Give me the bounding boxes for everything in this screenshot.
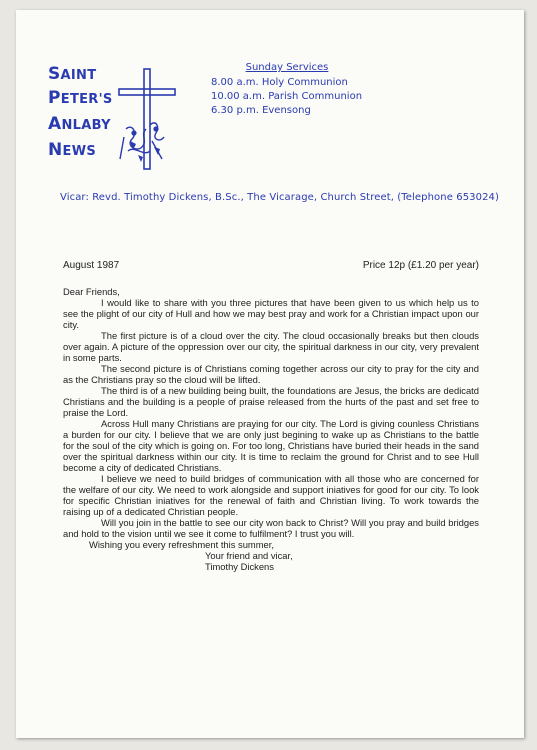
service-item: 8.00 a.m. Holy Communion [211,77,348,88]
service-item: 6.30 p.m. Evensong [211,105,311,116]
letter-greeting: Dear Friends, [63,286,120,297]
sunday-services [211,62,363,118]
letter-paragraph: I would like to share with you three pictures that have been given to us which help us to see the plight of our city of Hull and how we may best pray and work for a Christian impact upon our city. [63,297,479,330]
letter-paragraph: Will you join in the battle to see our city won back to Christ? Will you pray and build bridges and hold to the vision until we see it come to fulfilment? I trust you will. [63,517,479,539]
letter-paragraph: I believe we need to build bridges of communication with all those who are concerned for the welfare of our city. We need to work alongside and support iniatives for good for our city. To look for specific Christian iniatives for the renewal of faith and Christian living. To work towards the raising up of a dedicated Christian people. [63,473,479,517]
service-item: 10.00 a.m. Parish Communion [211,91,363,102]
masthead-line-anlaby: ANLABY [48,114,111,134]
masthead-line-saint: SAINT [48,64,97,84]
issue-date: August 1987 [63,260,120,271]
letter-closing: Wishing you every refreshment this summer, [89,539,274,550]
letter-signoff: Your friend and vicar, [205,550,293,561]
letter-paragraph: The first picture is of a cloud over the city. The cloud occasionally breaks but then clouds over again. A picture of the oppression over our city, the spiritual darkness in our city, very prevalent in some parts. [63,330,479,363]
letter-paragraph: Across Hull many Christians are praying for our city. The Lord is giving counless Christians a burden for our city. I believe that we are only just begining to wake up as Christians to the battle for the soul of the city which is going on. For too long, Christians have buried their heads in the sand over the spiritual darkness within our city. It is time to reclaim the ground for Christ and to see Hull become a city of dedicated Christians. [63,418,479,473]
issue-price: Price 12p (£1.20 per year) [362,260,479,271]
letter-paragraph: The second picture is of Christians coming together across our city to pray for the city and as the Christians pray so the cloud will be lifted. [63,363,479,385]
newsletter-page [16,10,524,738]
services-heading: Sunday Services [245,62,329,73]
letter-paragraph: The third is of a new building being built, the foundations are Jesus, the bricks are dedicatd Christians and the building is a people of praise released from the hurts of the past and set free to praise the Lord. [63,385,479,418]
vicar-details: Vicar: Revd. Timothy Dickens, B.Sc., The Vicarage, Church Street, (Telephone 653024) [60,192,500,203]
masthead-line-news: NEWS [48,140,97,160]
letter-signature: Timothy Dickens [205,561,274,572]
letter-body [63,260,479,572]
issue-line [63,260,479,274]
cross-keys-emblem-icon [114,67,204,177]
masthead-line-peters: PETER'S [48,88,113,108]
